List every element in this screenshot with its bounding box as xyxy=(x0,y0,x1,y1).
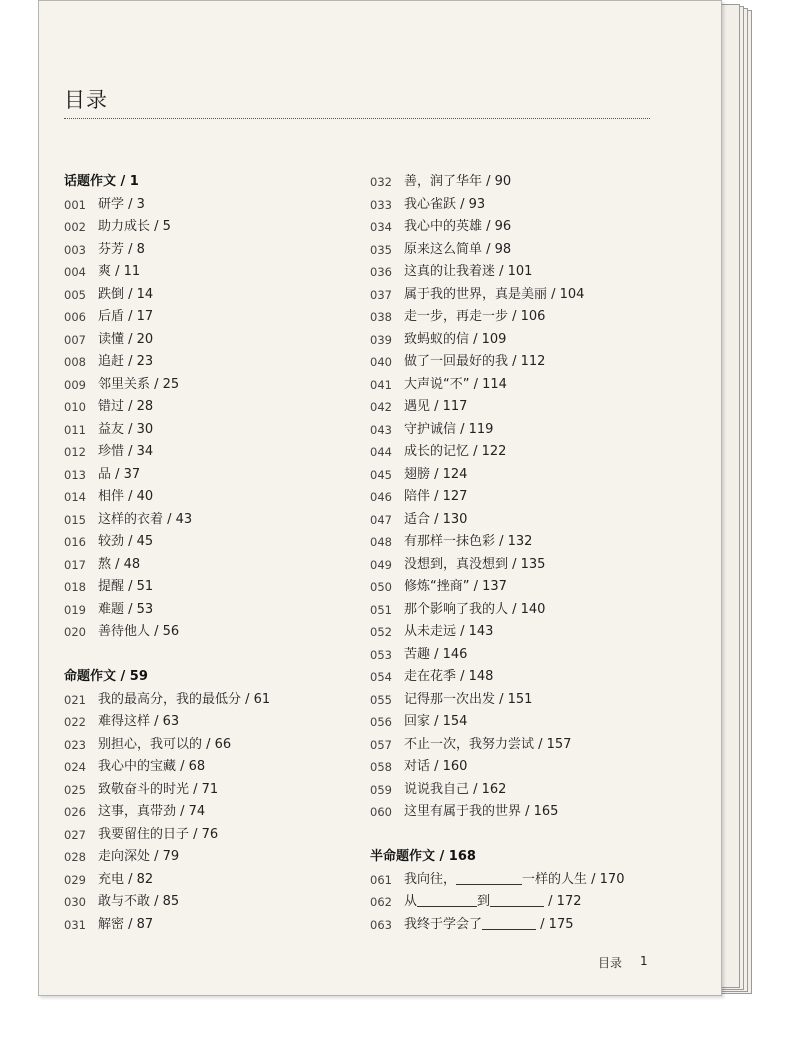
entry-number: 049 xyxy=(370,557,392,572)
entry-number: 054 xyxy=(370,670,392,684)
toc-entry[interactable] xyxy=(370,306,660,329)
toc-entry[interactable] xyxy=(370,711,660,734)
toc-entry[interactable] xyxy=(370,284,660,307)
entry-number: 028 xyxy=(64,850,86,864)
entry-title: 珍惜 / 34 xyxy=(98,444,154,459)
entry-title: 读懂 / 20 xyxy=(98,331,154,347)
entry-title: 提醒 / 51 xyxy=(98,579,154,594)
entry-number: 062 xyxy=(370,895,392,909)
entry-number: 040 xyxy=(370,355,392,369)
toc-entry[interactable] xyxy=(64,464,344,487)
entry-title: 后盾 / 17 xyxy=(98,309,154,324)
entry-title: 致敬奋斗的时光 / 71 xyxy=(98,781,219,797)
entry-number: 017 xyxy=(64,557,86,572)
toc-entry[interactable] xyxy=(64,486,344,509)
section-heading-semi-assigned: 半命题作文 / 168 xyxy=(370,849,476,864)
entry-title: 回家 / 154 xyxy=(404,714,468,729)
entry-title: 说说我自己 / 162 xyxy=(404,781,507,797)
toc-entry[interactable] xyxy=(370,171,660,194)
entry-number: 019 xyxy=(64,602,86,617)
fill-blank xyxy=(482,916,536,930)
entry-number: 053 xyxy=(370,647,392,662)
entry-title: 我的最高分，我的最低分 / 61 xyxy=(98,691,271,707)
toc-entry[interactable] xyxy=(64,396,344,419)
entry-number: 018 xyxy=(64,580,86,594)
toc-entry[interactable] xyxy=(64,239,344,262)
entry-title: 研学 / 3 xyxy=(98,196,145,212)
toc-entry[interactable] xyxy=(370,486,660,509)
entry-number: 009 xyxy=(64,377,86,392)
entry-title: 从 到 / 172 xyxy=(404,894,582,909)
toc-entry[interactable] xyxy=(370,756,660,779)
entry-number: 061 xyxy=(370,872,392,887)
entry-number: 052 xyxy=(370,625,392,639)
footer-section-label: 目录 xyxy=(598,956,623,970)
entry-number: 037 xyxy=(370,287,392,302)
toc-entry[interactable] xyxy=(64,419,344,442)
toc-entry[interactable] xyxy=(370,801,660,824)
entry-number: 008 xyxy=(64,355,86,369)
entry-title: 难题 / 53 xyxy=(98,601,154,617)
entry-number: 002 xyxy=(64,220,86,234)
toc-entry[interactable] xyxy=(370,914,660,937)
toc-entry[interactable] xyxy=(64,689,344,712)
entry-title: 做了一回最好的我 / 112 xyxy=(404,354,546,369)
toc-entry[interactable] xyxy=(64,891,344,914)
toc-entry[interactable] xyxy=(64,711,344,734)
entry-number: 027 xyxy=(64,827,86,842)
section-spacer xyxy=(64,644,344,667)
entry-number: 025 xyxy=(64,782,86,797)
entry-number: 039 xyxy=(370,332,392,347)
entry-title: 充电 / 82 xyxy=(98,871,154,887)
toc-list-assigned xyxy=(64,689,344,937)
entry-title: 属于我的世界，真是美丽 / 104 xyxy=(404,286,585,302)
section-spacer xyxy=(370,824,660,847)
toc-entry[interactable] xyxy=(370,464,660,487)
entry-title: 适合 / 130 xyxy=(404,511,468,527)
toc-entry[interactable] xyxy=(64,756,344,779)
toc-entry[interactable] xyxy=(64,824,344,847)
toc-entry[interactable] xyxy=(370,891,660,914)
entry-number: 013 xyxy=(64,467,86,482)
entry-title: 我心中的宝藏 / 68 xyxy=(98,759,206,774)
entry-title: 爽 / 11 xyxy=(98,264,141,279)
entry-title: 大声说“不” / 114 xyxy=(404,376,507,392)
toc-entry[interactable] xyxy=(64,734,344,757)
fill-blank xyxy=(456,871,522,885)
toc-left-column xyxy=(64,171,344,936)
entry-number: 056 xyxy=(370,715,392,729)
entry-title: 走向深处 / 79 xyxy=(98,849,180,864)
toc-entry[interactable] xyxy=(64,374,344,397)
entry-title: 品 / 37 xyxy=(98,466,141,482)
entry-number: 022 xyxy=(64,715,86,729)
toc-list-topic xyxy=(64,194,344,644)
entry-number: 057 xyxy=(370,737,392,752)
toc-entry[interactable] xyxy=(64,351,344,374)
entry-title: 有那样一抹色彩 / 132 xyxy=(404,534,533,549)
toc-entry[interactable] xyxy=(64,599,344,622)
entry-title: 从未走远 / 143 xyxy=(404,624,494,639)
toc-entry[interactable] xyxy=(370,531,660,554)
entry-number: 014 xyxy=(64,490,86,504)
entry-title: 我要留住的日子 / 76 xyxy=(98,826,219,842)
entry-number: 041 xyxy=(370,377,392,392)
entry-title: 走一步，再走一步 / 106 xyxy=(404,309,546,324)
entry-number: 006 xyxy=(64,310,86,324)
entry-number: 043 xyxy=(370,422,392,437)
entry-title: 不止一次，我努力尝试 / 157 xyxy=(404,736,572,752)
entry-number: 038 xyxy=(370,310,392,324)
entry-number: 031 xyxy=(64,917,86,932)
toc-entry[interactable] xyxy=(370,509,660,532)
toc-entry[interactable] xyxy=(370,869,660,892)
entry-number: 029 xyxy=(64,872,86,887)
fill-blank xyxy=(490,893,544,907)
entry-number: 044 xyxy=(370,445,392,459)
entry-number: 032 xyxy=(370,175,392,189)
entry-title: 别担心，我可以的 / 66 xyxy=(98,736,232,752)
entry-number: 024 xyxy=(64,760,86,774)
entry-title: 善，润了华年 / 90 xyxy=(404,174,512,189)
entry-number: 021 xyxy=(64,692,86,707)
title-divider xyxy=(64,118,650,119)
entry-number: 007 xyxy=(64,332,86,347)
toc-entry[interactable] xyxy=(370,374,660,397)
toc-list-assigned-cont xyxy=(370,171,660,824)
entry-title: 较劲 / 45 xyxy=(98,534,154,549)
entry-title: 这里有属于我的世界 / 165 xyxy=(404,804,559,819)
entry-number: 026 xyxy=(64,805,86,819)
entry-number: 051 xyxy=(370,602,392,617)
entry-number: 050 xyxy=(370,580,392,594)
toc-entry[interactable] xyxy=(370,666,660,689)
toc-entry[interactable] xyxy=(64,531,344,554)
toc-entry[interactable] xyxy=(64,554,344,577)
entry-title: 翅膀 / 124 xyxy=(404,466,468,482)
entry-title: 难得这样 / 63 xyxy=(98,714,180,729)
toc-entry[interactable] xyxy=(64,194,344,217)
entry-title: 善待他人 / 56 xyxy=(98,624,180,639)
page-title: 目录 xyxy=(64,88,108,112)
entry-title: 没想到，真没想到 / 135 xyxy=(404,556,546,572)
entry-title: 解密 / 87 xyxy=(98,916,154,932)
toc-entry[interactable] xyxy=(370,441,660,464)
toc-entry[interactable] xyxy=(370,419,660,442)
entry-title: 助力成长 / 5 xyxy=(98,219,171,234)
entry-title: 这真的让我着迷 / 101 xyxy=(404,264,533,279)
toc-entry[interactable] xyxy=(370,239,660,262)
section-heading-assigned: 命题作文 / 59 xyxy=(64,669,148,684)
toc-entry[interactable] xyxy=(64,284,344,307)
toc-entry[interactable] xyxy=(64,801,344,824)
entry-title: 苦趣 / 146 xyxy=(404,646,468,662)
toc-entry[interactable] xyxy=(64,509,344,532)
toc-entry[interactable] xyxy=(370,599,660,622)
entry-title: 那个影响了我的人 / 140 xyxy=(404,601,546,617)
entry-number: 011 xyxy=(64,422,86,437)
entry-number: 012 xyxy=(64,445,86,459)
page-number: 1 xyxy=(640,954,648,968)
toc-entry[interactable] xyxy=(370,261,660,284)
toc-entry[interactable] xyxy=(64,779,344,802)
entry-number: 058 xyxy=(370,760,392,774)
toc-entry[interactable] xyxy=(370,734,660,757)
entry-title: 对话 / 160 xyxy=(404,759,468,774)
entry-title: 我终于学会了 / 175 xyxy=(404,916,574,932)
entry-number: 030 xyxy=(64,895,86,909)
toc-entry[interactable] xyxy=(370,576,660,599)
entry-title: 这样的衣着 / 43 xyxy=(98,511,193,527)
entry-number: 016 xyxy=(64,535,86,549)
toc-entry[interactable] xyxy=(370,779,660,802)
entry-number: 055 xyxy=(370,692,392,707)
entry-title: 追赶 / 23 xyxy=(98,354,154,369)
entry-number: 033 xyxy=(370,197,392,212)
entry-number: 036 xyxy=(370,265,392,279)
toc-entry[interactable] xyxy=(64,306,344,329)
entry-title: 成长的记忆 / 122 xyxy=(404,444,507,459)
entry-number: 004 xyxy=(64,265,86,279)
entry-title: 守护诚信 / 119 xyxy=(404,421,494,437)
toc-entry[interactable] xyxy=(64,914,344,937)
entry-number: 042 xyxy=(370,400,392,414)
entry-title: 邻里关系 / 25 xyxy=(98,376,180,392)
entry-title: 跌倒 / 14 xyxy=(98,286,154,302)
toc-entry[interactable] xyxy=(370,396,660,419)
entry-title: 芬芳 / 8 xyxy=(98,241,145,257)
entry-title: 我心雀跃 / 93 xyxy=(404,196,486,212)
entry-number: 046 xyxy=(370,490,392,504)
entry-number: 023 xyxy=(64,737,86,752)
entry-number: 001 xyxy=(64,197,86,212)
entry-number: 010 xyxy=(64,400,86,414)
entry-number: 060 xyxy=(370,805,392,819)
entry-title: 敢与不敢 / 85 xyxy=(98,894,180,909)
entry-number: 034 xyxy=(370,220,392,234)
entry-title: 我心中的英雄 / 96 xyxy=(404,219,512,234)
entry-title: 致蚂蚁的信 / 109 xyxy=(404,331,507,347)
entry-number: 047 xyxy=(370,512,392,527)
entry-number: 015 xyxy=(64,512,86,527)
entry-title: 走在花季 / 148 xyxy=(404,669,494,684)
toc-entry[interactable] xyxy=(64,441,344,464)
entry-number: 020 xyxy=(64,625,86,639)
toc-entry[interactable] xyxy=(370,351,660,374)
entry-number: 045 xyxy=(370,467,392,482)
toc-entry[interactable] xyxy=(370,194,660,217)
entry-title: 修炼“挫商” / 137 xyxy=(404,579,507,594)
toc-entry[interactable] xyxy=(64,869,344,892)
toc-entry[interactable] xyxy=(64,576,344,599)
entry-number: 048 xyxy=(370,535,392,549)
toc-entry[interactable] xyxy=(370,329,660,352)
entry-number: 063 xyxy=(370,917,392,932)
entry-title: 这事，真带劲 / 74 xyxy=(98,804,206,819)
entry-title: 陪伴 / 127 xyxy=(404,489,468,504)
toc-entry[interactable] xyxy=(370,216,660,239)
entry-title: 熬 / 48 xyxy=(98,556,141,572)
toc-entry[interactable] xyxy=(370,644,660,667)
entry-title: 益友 / 30 xyxy=(98,421,154,437)
toc-entry[interactable] xyxy=(370,621,660,644)
toc-entry[interactable] xyxy=(370,689,660,712)
toc-entry[interactable] xyxy=(64,261,344,284)
toc-entry[interactable] xyxy=(64,846,344,869)
entry-title: 相伴 / 40 xyxy=(98,489,154,504)
toc-entry[interactable] xyxy=(64,216,344,239)
section-heading-topic: 话题作文 / 1 xyxy=(64,174,139,189)
toc-right-column xyxy=(370,171,660,936)
entry-title: 遇见 / 117 xyxy=(404,399,468,414)
entry-title: 原来这么简单 / 98 xyxy=(404,241,512,257)
entry-title: 记得那一次出发 / 151 xyxy=(404,691,533,707)
entry-number: 035 xyxy=(370,242,392,257)
fill-blank xyxy=(417,893,477,907)
entry-title: 错过 / 28 xyxy=(98,399,154,414)
entry-number: 059 xyxy=(370,782,392,797)
toc-entry[interactable] xyxy=(64,621,344,644)
toc-entry[interactable] xyxy=(370,554,660,577)
entry-number: 003 xyxy=(64,242,86,257)
entry-title: 我向往， 一样的人生 / 170 xyxy=(404,871,625,887)
toc-entry[interactable] xyxy=(64,329,344,352)
entry-number: 005 xyxy=(64,287,86,302)
